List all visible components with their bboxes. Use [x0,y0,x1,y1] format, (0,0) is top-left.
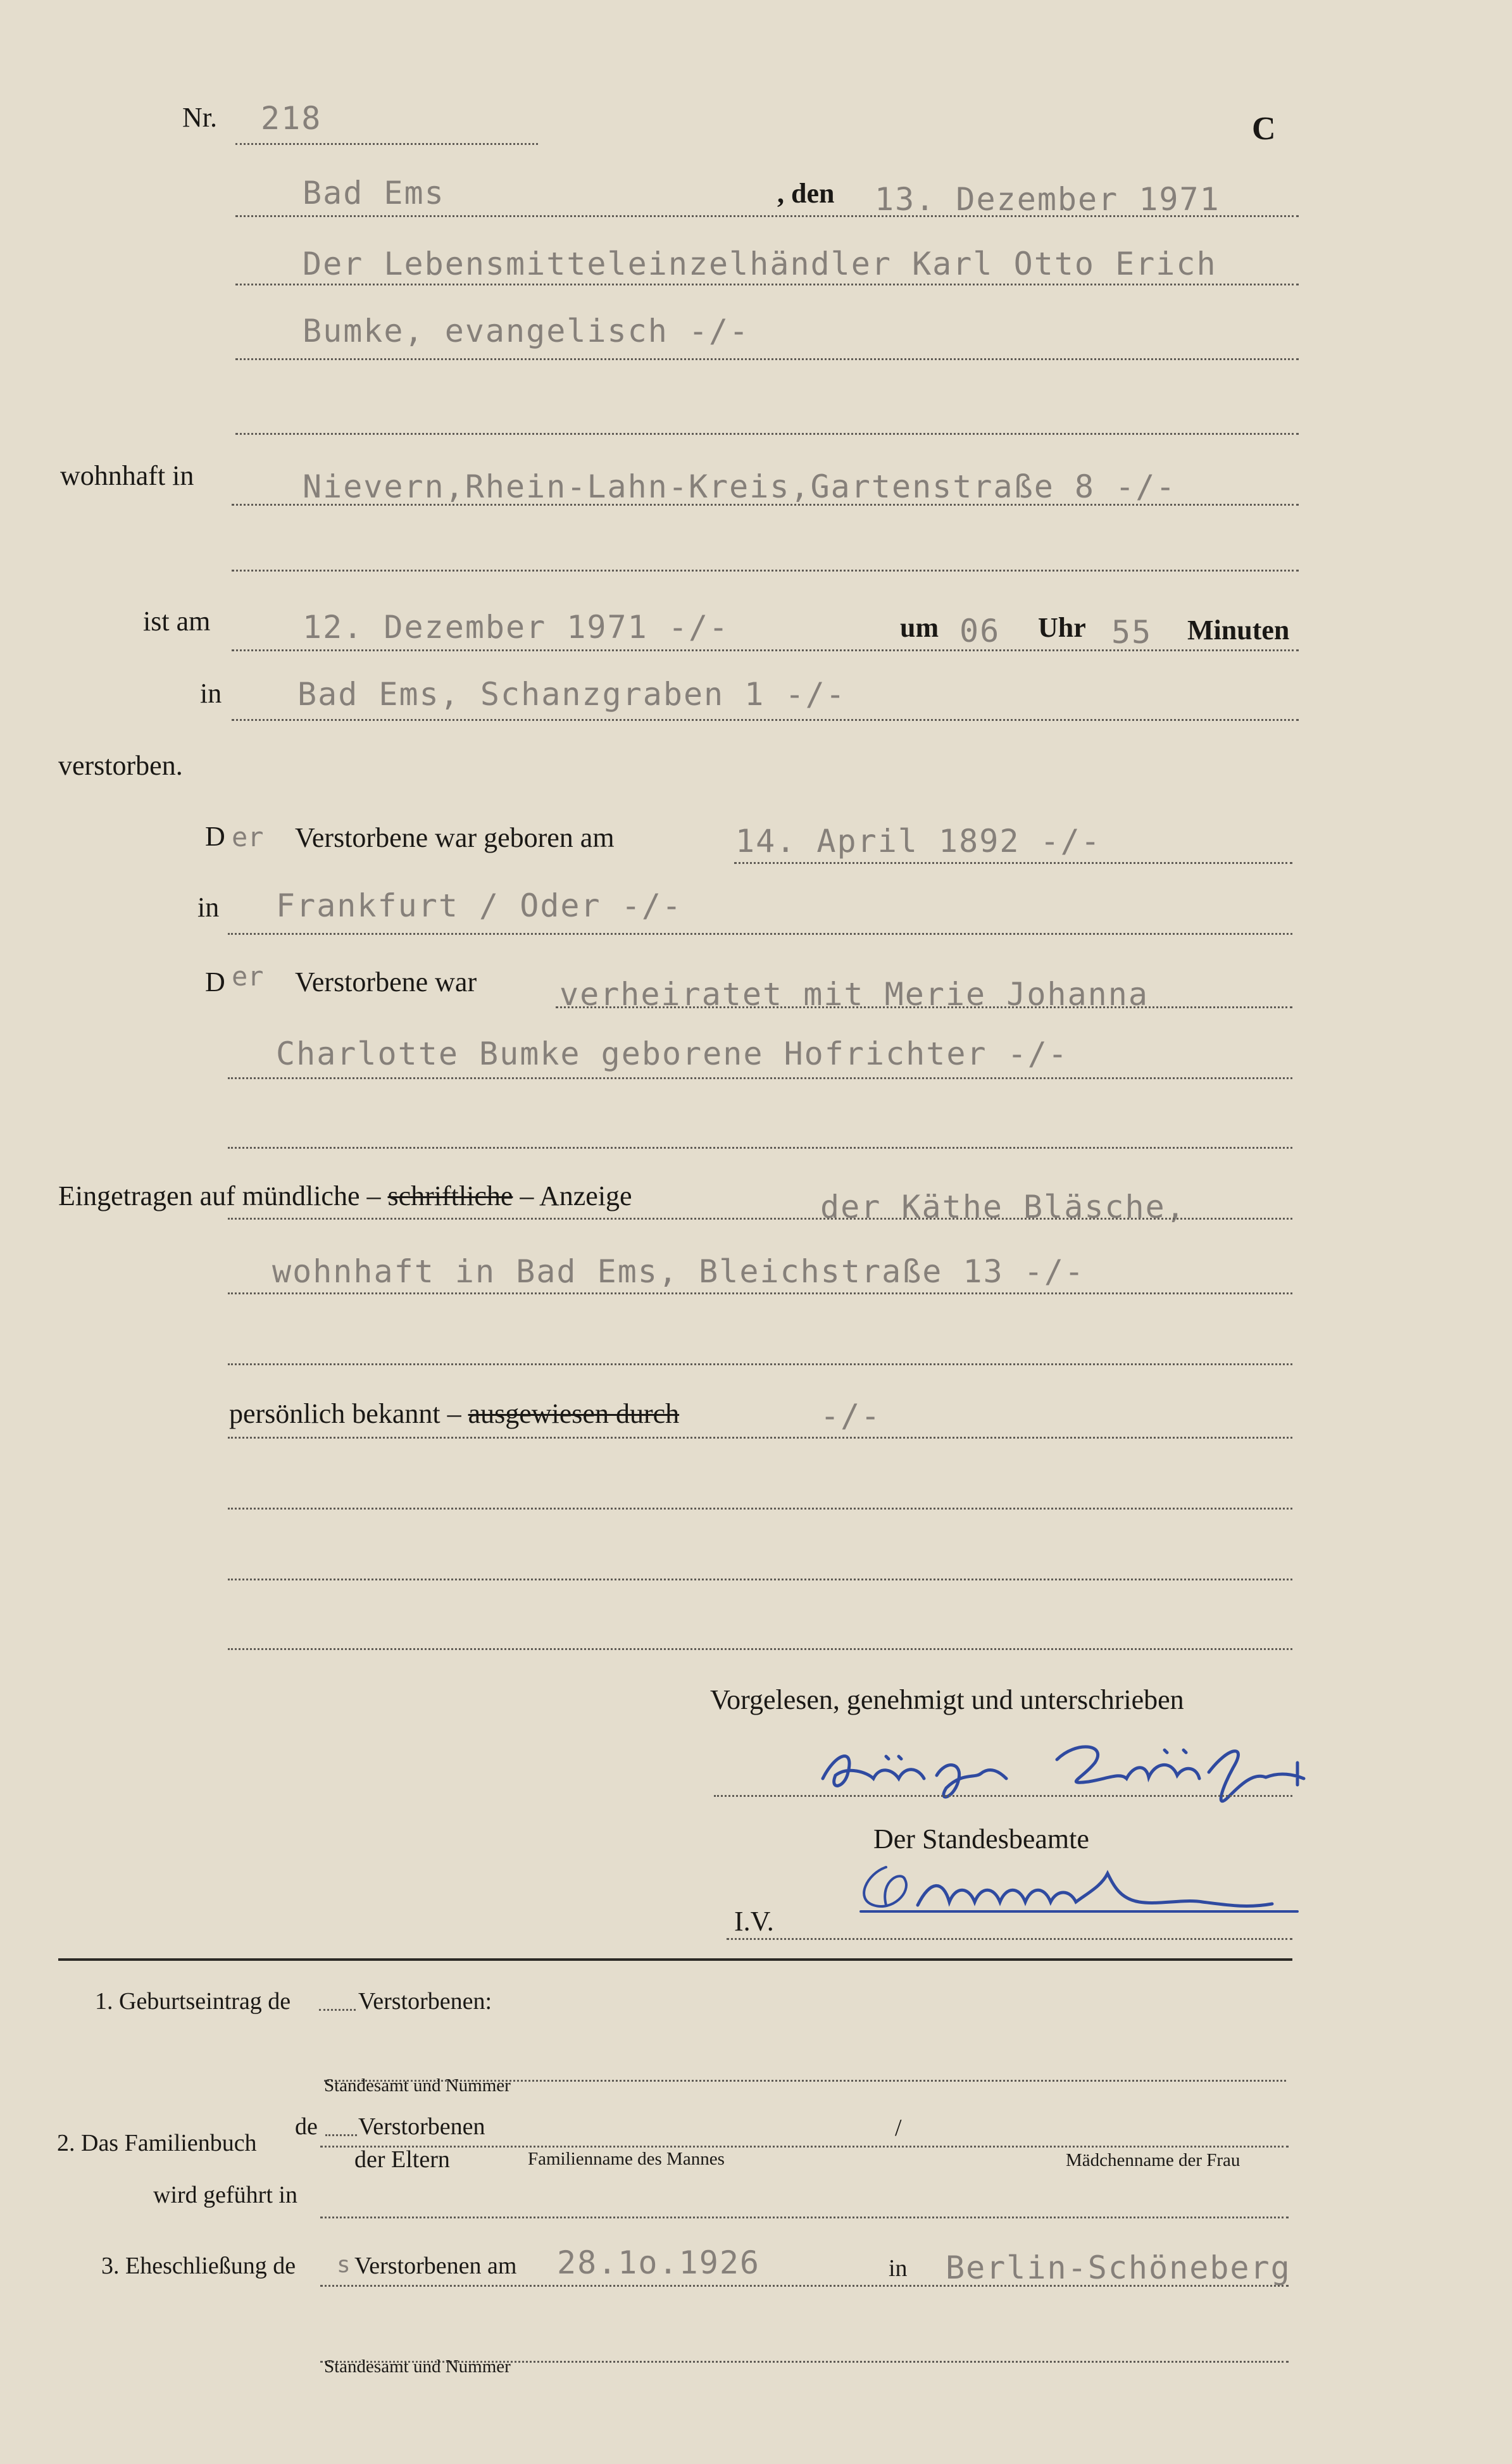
footer-standesamt-label: Standesamt und Nummer [324,2075,511,2096]
official-label: Der Standesbeamte [873,1823,1089,1854]
death-date-rule [232,649,1299,651]
footer-item3-s: s [337,2252,351,2278]
birth-date-rule [734,862,1292,864]
official-signature [842,1842,1297,1943]
marriage-line1: verheiratet mit Merie Johanna [559,976,1149,1013]
marriage-line2: Charlotte Bumke geborene Hofrichter -/- [276,1035,1068,1072]
footer-item3-date: 28.1o.1926 [557,2244,761,2281]
nr-label: Nr. [182,102,217,133]
birth-label: Verstorbene war geboren am [295,822,615,853]
uhr-label: Uhr [1038,612,1086,643]
date-value: 13. Dezember 1971 [875,181,1220,218]
person-line2-rule [235,358,1299,360]
person-line3-rule [235,433,1299,435]
birth-date: 14. April 1892 -/- [735,823,1101,860]
registration-line3-rule [228,1363,1292,1365]
marriage-line3-rule [228,1147,1292,1149]
footer-item3-label: 3. Eheschließung de [101,2253,296,2279]
registration-struck: schriftliche [387,1180,513,1211]
residence-value: Nievern,Rhein-Lahn-Kreis,Gartenstraße 8 -/- [303,468,1177,505]
blank-rule-2 [228,1579,1292,1580]
footer-item2-de: de [295,2113,318,2140]
birth-place-rule [228,933,1292,935]
footer-item2-frau: Mädchenname der Frau [1066,2150,1240,2170]
residence-label: wohnhaft in [60,460,194,491]
footer-item2-mann: Familienname des Mannes [528,2149,725,2169]
residence-rule2 [232,570,1299,572]
known-value: -/- [820,1398,882,1434]
footer-item3-mid: Verstorbenen am [354,2253,517,2279]
place-date-line [235,215,1299,217]
verstorben-label: verstorben. [58,750,183,781]
known-rule [228,1437,1292,1439]
marriage-d-prefix: D [205,966,225,997]
iv-label: I.V. [734,1906,774,1937]
footer-item2-eltern: der Eltern [354,2146,450,2173]
nr-line [235,143,538,145]
footer-item1-gap [319,2009,356,2011]
place-value: Bad Ems [303,175,445,211]
death-minutes: 55 [1111,614,1153,651]
footer-item2-rule [320,2146,1289,2148]
birth-place: Frankfurt / Oder -/- [276,887,683,924]
death-date: 12. Dezember 1971 -/- [303,609,730,646]
person-line2: Bumke, evangelisch -/- [303,313,750,349]
witness-signature-rule [714,1795,1292,1797]
blank-rule-1 [228,1508,1292,1510]
footer-item3-in: in [889,2255,908,2282]
death-place: Bad Ems, Schanzgraben 1 -/- [297,676,846,713]
footer-item2-verstorbenen: Verstorbenen [358,2113,485,2140]
registration-line2: wohnhaft in Bad Ems, Bleichstraße 13 -/- [272,1253,1085,1290]
footer-item1-label: 1. Geburtseintrag de [95,1988,291,2015]
registration-label: Eingetragen auf mündliche – schriftliche – Anzeige [58,1180,632,1211]
marriage-line1-rule [556,1006,1292,1008]
person-line1: Der Lebensmitteleinzelhändler Karl Otto Erich [303,246,1217,282]
known-label: persönlich bekannt – ausgewiesen durch [229,1398,680,1429]
minuten-label: Minuten [1187,615,1290,646]
footer-standesamt-label2: Standesamt und Nummer [324,2356,511,2377]
marriage-line2-rule [228,1077,1292,1079]
death-hour: 06 [959,613,1001,649]
footer-item3-rule [320,2285,1289,2287]
birth-in-label: in [197,892,220,923]
nr-value: 218 [261,100,322,137]
official-signature-rule [727,1938,1292,1940]
death-place-rule [232,719,1299,721]
witness-signature [810,1728,1329,1817]
birth-d-suffix: er [232,822,264,853]
footer-item2-gap [325,2134,357,2136]
death-in-label: in [200,678,222,709]
read-approved-label: Vorgelesen, genehmigt und unterschrieben [710,1684,1184,1715]
marriage-label: Verstorbene war [295,966,477,997]
residence-rule [232,504,1299,506]
blank-rule-3 [228,1648,1292,1650]
registration-line2-rule [228,1292,1292,1294]
form-letter: C [1252,111,1276,147]
footer-item3-place: Berlin-Schöneberg [946,2249,1291,2286]
known-struck: ausgewiesen durch [468,1398,680,1429]
person-line1-rule [235,284,1299,285]
footer-item1-suffix: Verstorbenen: [358,1988,492,2015]
footer-item2-slash: / [895,2115,902,2141]
marriage-d-suffix: er [232,961,264,992]
registration-line1-rule [228,1218,1292,1220]
um-label: um [900,612,939,643]
den-label: , den [777,178,835,209]
registration-line1: der Käthe Bläsche, [820,1189,1186,1225]
ist-am-label: ist am [143,606,211,637]
footer-item2-gefuehrt-rule [320,2217,1289,2218]
section-divider [58,1958,1292,1961]
footer-item2-gefuehrt: wird geführt in [153,2182,297,2208]
footer-item2-label: 2. Das Familienbuch [57,2130,257,2156]
birth-d-prefix: D [205,821,225,852]
